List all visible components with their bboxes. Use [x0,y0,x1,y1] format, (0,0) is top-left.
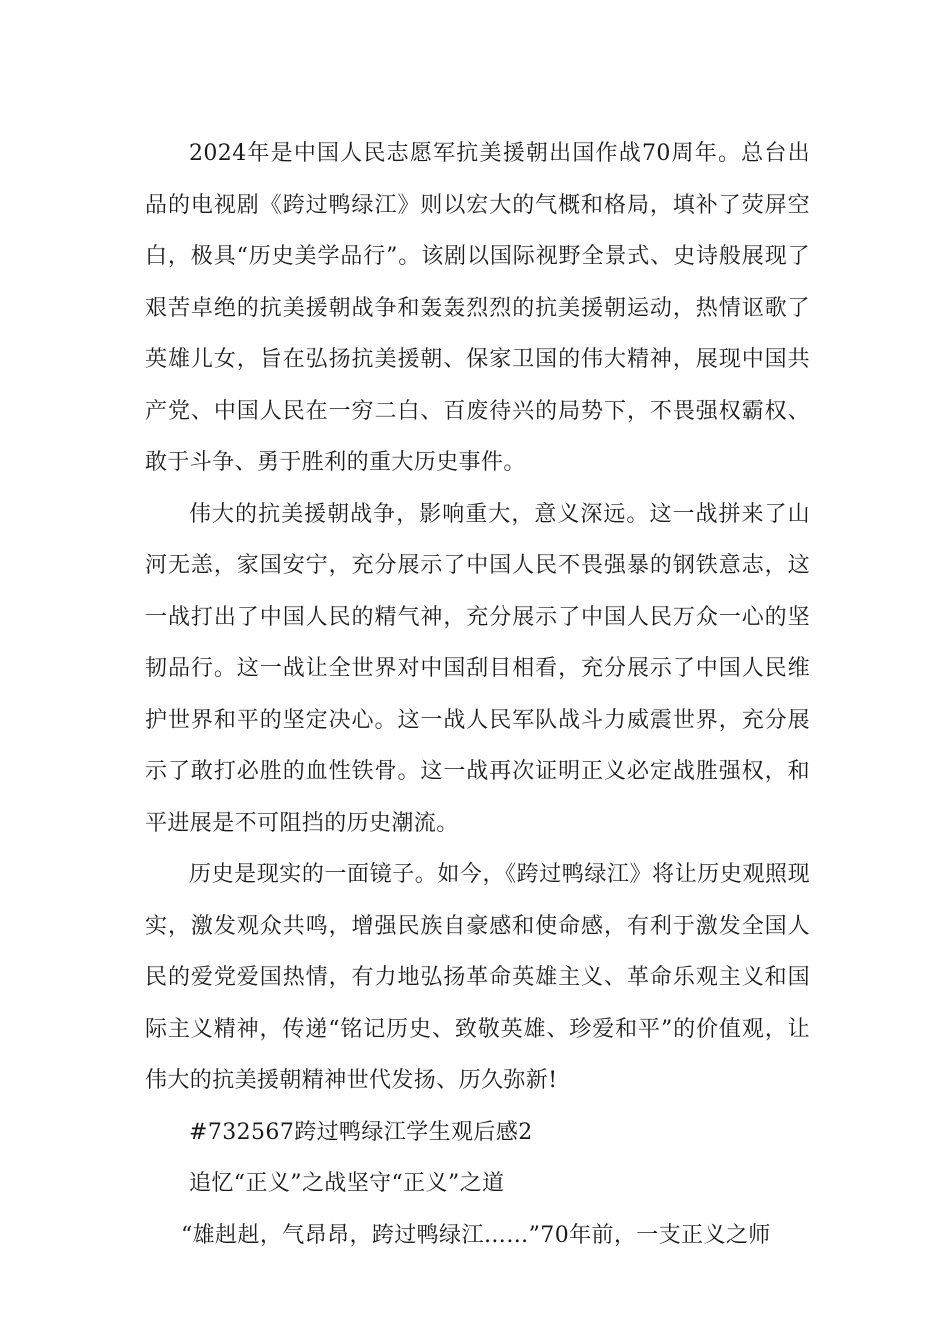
paragraph-2: 伟大的抗美援朝战争，影响重大，意义深远。这一战拼来了山河无恙，家国安宁，充分展示了中国人民不畏强暴的钢铁意志，这一战打出了中国人民的精气神，充分展示了中国人民万众一心的坚韧品行。这一战让全世界对中国刮目相看，充分展示了中国人民维护世界和平的坚定决心。这一战人民军队战斗力威震世界，充分展示了敢打必胜的血性铁骨。这一战再次证明正义必定战胜强权，和平进展是不可阻挡的历史潮流。 [145,501,810,836]
paragraph-3: 历史是现实的一面镜子。如今，《跨过鸭绿江》将让历史观照现实，激发观众共鸣，增强民族自豪感和使命感，有利于激发全国人民的爱党爱国热情，有力地弘扬革命英雄主义、革命乐观主义和国际主义精神，传递“铭记历史、致敬英雄、珍爱和平”的价值观，让伟大的抗美援朝精神世代发扬、历久弥新! [145,862,810,1093]
document-body [145,128,810,1261]
paragraph-4: “雄赳赳，气昂昂，跨过鸭绿江……”70年前，一支正义之师 [181,1222,771,1248]
section-title: #732567跨过鸭绿江学生观后感2 [189,1119,533,1145]
paragraph-1: 2024年是中国人民志愿军抗美援朝出国作战70周年。总台出品的电视剧《跨过鸭绿江》则以宏大的气概和格局，填补了荧屏空白，极具“历史美学品行”。该剧以国际视野全景式、史诗般展现了艰苦卓绝的抗美援朝战争和轰轰烈烈的抗美援朝运动，热情讴歌了英雄儿女，旨在弘扬抗美援朝、保家卫国的伟大精神，展现中国共产党、中国人民在一穷二白、百废待兴的局势下，不畏强权霸权、敢于斗争、勇于胜利的重大历史事件。 [145,141,810,475]
section-subtitle: 追忆“正义”之战坚守“正义”之道 [189,1171,505,1196]
